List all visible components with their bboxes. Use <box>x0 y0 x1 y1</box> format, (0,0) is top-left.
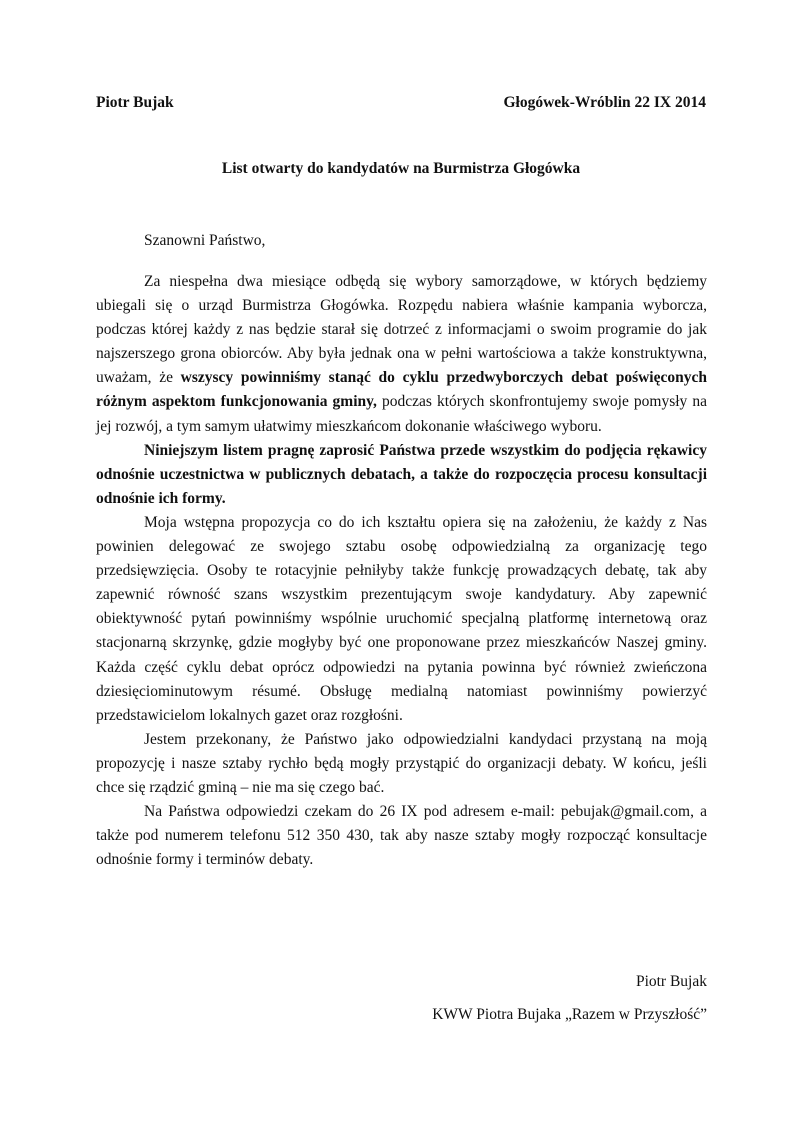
signature-committee: KWW Piotra Bujaka „Razem w Przyszłość” <box>432 1006 707 1023</box>
header-author: Piotr Bujak <box>96 94 174 111</box>
paragraph-2 <box>96 439 707 511</box>
signature-block <box>432 965 707 1031</box>
paragraph-1-bold: wszyscy powinniśmy stanąć do cyklu przedwyborczych debat poświęconych różnym aspektom funkcjonowania gminy, <box>96 369 707 411</box>
paragraph-2-bold: Niniejszym listem pragnę zaprosić Państwa przede wszystkim do podjęcia rękawicy odnośnie uczestnictwa w publicznych debatach, a także do rozpoczęcia procesu konsultacji odnośnie ich formy. <box>96 441 707 507</box>
paragraph-3: Moja wstępna propozycja co do ich kształtu opiera się na założeniu, że każdy z Nas powinien delegować ze swojego sztabu osobę odpowiedzialną za organizację tego przedsięwzięcia. Osoby te rotacyjnie pełniłyby także funkcję prowadzących debatę, tak aby zapewnić równość szans wszystkim prezentującym swoje kandydatury. Aby zapewnić obiektywność pytań powinniśmy wspólnie uruchomić specjalną platformę internetową oraz stacjonarną skrzynkę, gdzie mogłyby być one proponowane przez mieszkańców Naszej gminy. Każda część cyklu debat oprócz odpowiedzi na pytania powinna być również zwieńczona dziesięciominutowym résumé. Obsługę medialną natomiast powinniśmy powierzyć przedstawicielom lokalnych gazet oraz rozgłośni. <box>96 513 707 724</box>
letter-body <box>96 270 707 872</box>
paragraph-4: Jestem przekonany, że Państwo jako odpowiedzialni kandydaci przystaną na moją propozycję i nasze sztaby rychło będą mogły przystąpić do organizacji debaty. W końcu, jeśli chce się rządzić gminą – nie ma się czego bać. <box>96 730 707 796</box>
salutation: Szanowni Państwo, <box>144 232 266 249</box>
paragraph-1-text-b: podczas których skonfrontujemy swoje pomysły na jej rozwój, a tym samym ułatwimy mieszkańcom dokonanie właściwego wyboru. <box>96 393 707 435</box>
paragraph-5: Na Państwa odpowiedzi czekam do 26 IX pod adresem e-mail: pebujak@gmail.com, a także pod numerem telefonu 512 350 430, tak aby nasze sztaby mogły rozpocząć konsultacje odnośnie formy i terminów debaty. <box>96 803 707 869</box>
paragraph-1 <box>96 270 707 439</box>
letter-header <box>96 94 706 118</box>
paragraph-1-text-a: Za niespełna dwa miesiące odbędą się wybory samorządowe, w których będziemy ubiegali się o urząd Burmistrza Głogówka. Rozpędu nabiera właśnie kampania wyborcza, podczas której każdy z nas będzie starał się dotrzeć z informacjami o swoim programie do jak najszerszego grona obiorców. Aby była jednak ona w pełni wartościowa a także konstruktywna, uważam, że <box>96 273 707 387</box>
header-place-date: Głogówek-Wróblin 22 IX 2014 <box>503 94 706 111</box>
letter-title: List otwarty do kandydatów na Burmistrza Głogówka <box>221 160 581 177</box>
signature-name: Piotr Bujak <box>635 973 707 990</box>
